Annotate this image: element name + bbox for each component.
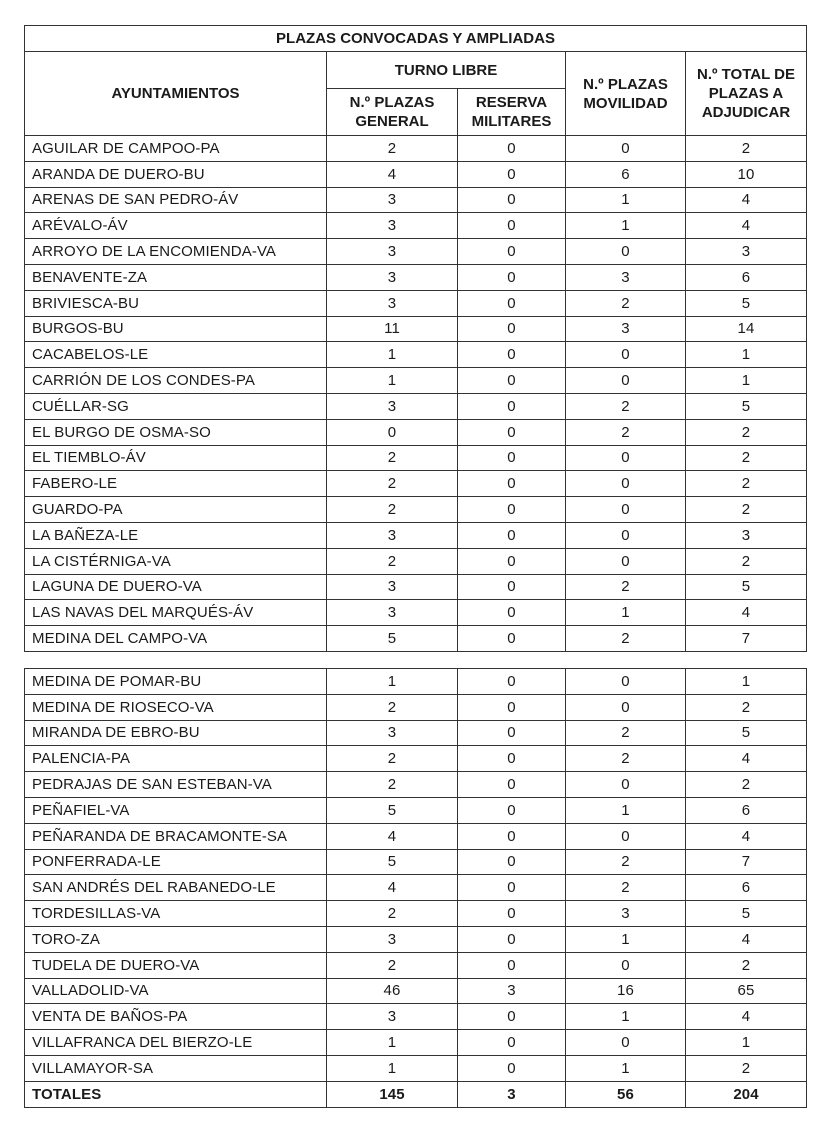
cell-value: 2	[566, 720, 686, 746]
cell-value: 0	[566, 952, 686, 978]
cell-ayuntamiento: VILLAFRANCA DEL BIERZO-LE	[25, 1030, 327, 1056]
table-row	[25, 952, 807, 978]
cell-value: 2	[566, 626, 686, 652]
cell-value: 0	[566, 342, 686, 368]
cell-value: 7	[686, 849, 807, 875]
cell-ayuntamiento: BURGOS-BU	[25, 316, 327, 342]
cell-value: 6	[686, 875, 807, 901]
cell-value: 0	[458, 926, 566, 952]
title-row	[25, 26, 807, 52]
cell-value: 0	[458, 136, 566, 162]
table-body-part1	[25, 136, 807, 652]
cell-value: 1	[566, 187, 686, 213]
cell-ayuntamiento: PEDRAJAS DE SAN ESTEBAN-VA	[25, 772, 327, 798]
cell-ayuntamiento: ARANDA DE DUERO-BU	[25, 161, 327, 187]
cell-value: 3	[327, 187, 458, 213]
cell-value: 0	[458, 875, 566, 901]
cell-value: 2	[327, 497, 458, 523]
cell-value: 1	[327, 1030, 458, 1056]
table-row	[25, 342, 807, 368]
table-row	[25, 901, 807, 927]
cell-value: 2	[686, 445, 807, 471]
cell-value: 3	[566, 316, 686, 342]
cell-value: 0	[458, 849, 566, 875]
cell-value: 4	[686, 600, 807, 626]
cell-value: 3	[566, 901, 686, 927]
cell-value: 0	[458, 548, 566, 574]
cell-value: 3	[327, 393, 458, 419]
cell-ayuntamiento: PEÑARANDA DE BRACAMONTE-SA	[25, 823, 327, 849]
cell-value: 0	[458, 600, 566, 626]
cell-value: 0	[458, 264, 566, 290]
cell-value: 4	[686, 823, 807, 849]
cell-ayuntamiento: TORO-ZA	[25, 926, 327, 952]
cell-value: 2	[686, 1055, 807, 1081]
table-row	[25, 497, 807, 523]
cell-value: 4	[327, 875, 458, 901]
cell-value: 2	[327, 445, 458, 471]
cell-value: 0	[566, 823, 686, 849]
cell-value: 14	[686, 316, 807, 342]
cell-value: 0	[566, 239, 686, 265]
cell-value: 2	[327, 694, 458, 720]
cell-value: 3	[327, 264, 458, 290]
cell-value: 0	[458, 626, 566, 652]
cell-value: 0	[566, 669, 686, 695]
cell-value: 0	[458, 797, 566, 823]
totals-value: 145	[327, 1081, 458, 1107]
totals-value: 204	[686, 1081, 807, 1107]
cell-ayuntamiento: EL BURGO DE OSMA-SO	[25, 419, 327, 445]
cell-value: 0	[458, 772, 566, 798]
cell-value: 6	[566, 161, 686, 187]
cell-value: 1	[686, 368, 807, 394]
cell-value: 0	[458, 746, 566, 772]
table-row	[25, 978, 807, 1004]
cell-value: 0	[458, 694, 566, 720]
cell-value: 0	[458, 213, 566, 239]
table-body-part2	[25, 669, 807, 1108]
cell-value: 2	[566, 746, 686, 772]
cell-ayuntamiento: MEDINA DEL CAMPO-VA	[25, 626, 327, 652]
cell-ayuntamiento: VILLAMAYOR-SA	[25, 1055, 327, 1081]
cell-value: 3	[327, 239, 458, 265]
cell-value: 0	[458, 720, 566, 746]
cell-value: 0	[566, 368, 686, 394]
cell-value: 2	[327, 136, 458, 162]
cell-ayuntamiento: TORDESILLAS-VA	[25, 901, 327, 927]
cell-value: 1	[327, 1055, 458, 1081]
table-row	[25, 875, 807, 901]
cell-value: 0	[458, 1030, 566, 1056]
table-row	[25, 626, 807, 652]
cell-ayuntamiento: TUDELA DE DUERO-VA	[25, 952, 327, 978]
plazas-table-part2	[24, 668, 807, 1108]
table-row	[25, 239, 807, 265]
cell-value: 5	[327, 797, 458, 823]
cell-value: 0	[566, 1030, 686, 1056]
cell-value: 5	[686, 290, 807, 316]
cell-ayuntamiento: CUÉLLAR-SG	[25, 393, 327, 419]
table-row	[25, 290, 807, 316]
cell-value: 6	[686, 264, 807, 290]
cell-value: 0	[458, 445, 566, 471]
table-row	[25, 823, 807, 849]
cell-value: 3	[458, 978, 566, 1004]
totals-label: TOTALES	[25, 1081, 327, 1107]
cell-ayuntamiento: PEÑAFIEL-VA	[25, 797, 327, 823]
cell-value: 0	[458, 342, 566, 368]
cell-value: 0	[458, 1004, 566, 1030]
header-turno-libre: TURNO LIBRE	[327, 52, 566, 89]
cell-value: 1	[686, 669, 807, 695]
cell-value: 0	[458, 952, 566, 978]
cell-value: 0	[458, 239, 566, 265]
cell-ayuntamiento: GUARDO-PA	[25, 497, 327, 523]
cell-value: 0	[327, 419, 458, 445]
cell-value: 0	[458, 574, 566, 600]
cell-value: 2	[327, 952, 458, 978]
cell-value: 3	[327, 600, 458, 626]
cell-value: 4	[686, 926, 807, 952]
cell-value: 2	[566, 849, 686, 875]
cell-value: 3	[686, 239, 807, 265]
table-row	[25, 161, 807, 187]
header-total-adjudicar: N.º TOTAL DE PLAZAS A ADJUDICAR	[686, 52, 807, 136]
cell-value: 0	[566, 694, 686, 720]
table-row	[25, 471, 807, 497]
cell-value: 5	[686, 393, 807, 419]
cell-value: 0	[566, 445, 686, 471]
table-row	[25, 445, 807, 471]
cell-value: 5	[327, 626, 458, 652]
table-row	[25, 522, 807, 548]
cell-value: 0	[566, 471, 686, 497]
cell-value: 2	[327, 746, 458, 772]
header-plazas-general: N.º PLAZAS GENERAL	[327, 89, 458, 136]
cell-value: 4	[327, 161, 458, 187]
cell-value: 1	[686, 342, 807, 368]
cell-value: 3	[327, 1004, 458, 1030]
table-row	[25, 1030, 807, 1056]
cell-ayuntamiento: CARRIÓN DE LOS CONDES-PA	[25, 368, 327, 394]
cell-value: 1	[566, 600, 686, 626]
cell-ayuntamiento: BENAVENTE-ZA	[25, 264, 327, 290]
cell-ayuntamiento: VENTA DE BAÑOS-PA	[25, 1004, 327, 1030]
cell-value: 5	[686, 901, 807, 927]
table-row	[25, 187, 807, 213]
table-row	[25, 720, 807, 746]
table-row	[25, 849, 807, 875]
cell-ayuntamiento: VALLADOLID-VA	[25, 978, 327, 1004]
table-row	[25, 1055, 807, 1081]
cell-value: 3	[327, 574, 458, 600]
header-row-1	[25, 52, 807, 89]
cell-value: 0	[566, 522, 686, 548]
totals-row	[25, 1081, 807, 1107]
cell-value: 2	[327, 471, 458, 497]
cell-value: 4	[686, 213, 807, 239]
table-row	[25, 548, 807, 574]
cell-ayuntamiento: ARÉVALO-ÁV	[25, 213, 327, 239]
cell-ayuntamiento: LA BAÑEZA-LE	[25, 522, 327, 548]
cell-value: 0	[458, 368, 566, 394]
table-row	[25, 316, 807, 342]
table-row	[25, 600, 807, 626]
cell-ayuntamiento: CACABELOS-LE	[25, 342, 327, 368]
header-plazas-movilidad: N.º PLAZAS MOVILIDAD	[566, 52, 686, 136]
totals-value: 56	[566, 1081, 686, 1107]
cell-value: 0	[458, 1055, 566, 1081]
cell-value: 2	[686, 471, 807, 497]
cell-value: 1	[327, 342, 458, 368]
cell-value: 0	[458, 187, 566, 213]
cell-value: 10	[686, 161, 807, 187]
cell-value: 3	[327, 290, 458, 316]
cell-value: 0	[458, 522, 566, 548]
table-row	[25, 393, 807, 419]
cell-value: 0	[566, 497, 686, 523]
cell-ayuntamiento: LAS NAVAS DEL MARQUÉS-ÁV	[25, 600, 327, 626]
cell-value: 0	[458, 471, 566, 497]
cell-ayuntamiento: MEDINA DE POMAR-BU	[25, 669, 327, 695]
cell-value: 2	[566, 574, 686, 600]
cell-ayuntamiento: BRIVIESCA-BU	[25, 290, 327, 316]
cell-value: 1	[566, 926, 686, 952]
cell-value: 2	[327, 901, 458, 927]
cell-ayuntamiento: FABERO-LE	[25, 471, 327, 497]
cell-value: 2	[327, 772, 458, 798]
table-row	[25, 772, 807, 798]
table-row	[25, 926, 807, 952]
cell-value: 0	[458, 669, 566, 695]
cell-value: 65	[686, 978, 807, 1004]
cell-value: 2	[686, 772, 807, 798]
cell-ayuntamiento: PONFERRADA-LE	[25, 849, 327, 875]
cell-value: 2	[686, 694, 807, 720]
cell-value: 2	[686, 952, 807, 978]
cell-ayuntamiento: SAN ANDRÉS DEL RABANEDO-LE	[25, 875, 327, 901]
cell-value: 2	[566, 290, 686, 316]
cell-value: 1	[327, 368, 458, 394]
header-ayuntamientos: AYUNTAMIENTOS	[25, 52, 327, 136]
cell-value: 2	[327, 548, 458, 574]
cell-value: 2	[686, 136, 807, 162]
cell-value: 0	[458, 497, 566, 523]
cell-value: 4	[686, 1004, 807, 1030]
table-row	[25, 746, 807, 772]
cell-ayuntamiento: MEDINA DE RIOSECO-VA	[25, 694, 327, 720]
cell-value: 3	[327, 720, 458, 746]
cell-ayuntamiento: LA CISTÉRNIGA-VA	[25, 548, 327, 574]
table-row	[25, 694, 807, 720]
cell-ayuntamiento: AGUILAR DE CAMPOO-PA	[25, 136, 327, 162]
cell-value: 0	[458, 290, 566, 316]
cell-value: 3	[327, 522, 458, 548]
cell-value: 1	[566, 1004, 686, 1030]
cell-value: 5	[686, 574, 807, 600]
table-row	[25, 1004, 807, 1030]
cell-value: 4	[686, 746, 807, 772]
cell-value: 11	[327, 316, 458, 342]
cell-value: 1	[566, 213, 686, 239]
cell-value: 16	[566, 978, 686, 1004]
cell-value: 0	[458, 901, 566, 927]
cell-ayuntamiento: ARROYO DE LA ENCOMIENDA-VA	[25, 239, 327, 265]
totals-value: 3	[458, 1081, 566, 1107]
table-title: PLAZAS CONVOCADAS Y AMPLIADAS	[25, 26, 807, 52]
cell-value: 3	[566, 264, 686, 290]
cell-value: 46	[327, 978, 458, 1004]
table-row	[25, 136, 807, 162]
cell-ayuntamiento: EL TIEMBLO-ÁV	[25, 445, 327, 471]
table-row	[25, 419, 807, 445]
cell-value: 2	[566, 875, 686, 901]
cell-value: 4	[686, 187, 807, 213]
cell-value: 0	[458, 419, 566, 445]
cell-ayuntamiento: LAGUNA DE DUERO-VA	[25, 574, 327, 600]
table-row	[25, 368, 807, 394]
cell-value: 0	[566, 772, 686, 798]
cell-value: 6	[686, 797, 807, 823]
cell-value: 1	[327, 669, 458, 695]
cell-value: 2	[686, 419, 807, 445]
cell-value: 2	[566, 393, 686, 419]
cell-value: 0	[566, 548, 686, 574]
cell-value: 1	[566, 797, 686, 823]
cell-value: 1	[566, 1055, 686, 1081]
table-row	[25, 574, 807, 600]
cell-ayuntamiento: ARENAS DE SAN PEDRO-ÁV	[25, 187, 327, 213]
table-row	[25, 213, 807, 239]
table-row	[25, 797, 807, 823]
cell-value: 3	[327, 213, 458, 239]
table-row	[25, 264, 807, 290]
cell-value: 5	[686, 720, 807, 746]
cell-value: 0	[566, 136, 686, 162]
header-reserva-militares: RESERVA MILITARES	[458, 89, 566, 136]
cell-value: 3	[327, 926, 458, 952]
cell-value: 2	[686, 548, 807, 574]
cell-ayuntamiento: MIRANDA DE EBRO-BU	[25, 720, 327, 746]
cell-value: 0	[458, 393, 566, 419]
cell-value: 3	[686, 522, 807, 548]
cell-value: 4	[327, 823, 458, 849]
cell-value: 0	[458, 316, 566, 342]
table-row	[25, 669, 807, 695]
cell-ayuntamiento: PALENCIA-PA	[25, 746, 327, 772]
cell-value: 0	[458, 161, 566, 187]
cell-value: 1	[686, 1030, 807, 1056]
cell-value: 5	[327, 849, 458, 875]
cell-value: 0	[458, 823, 566, 849]
plazas-table-part1	[24, 25, 807, 652]
cell-value: 7	[686, 626, 807, 652]
cell-value: 2	[686, 497, 807, 523]
cell-value: 2	[566, 419, 686, 445]
